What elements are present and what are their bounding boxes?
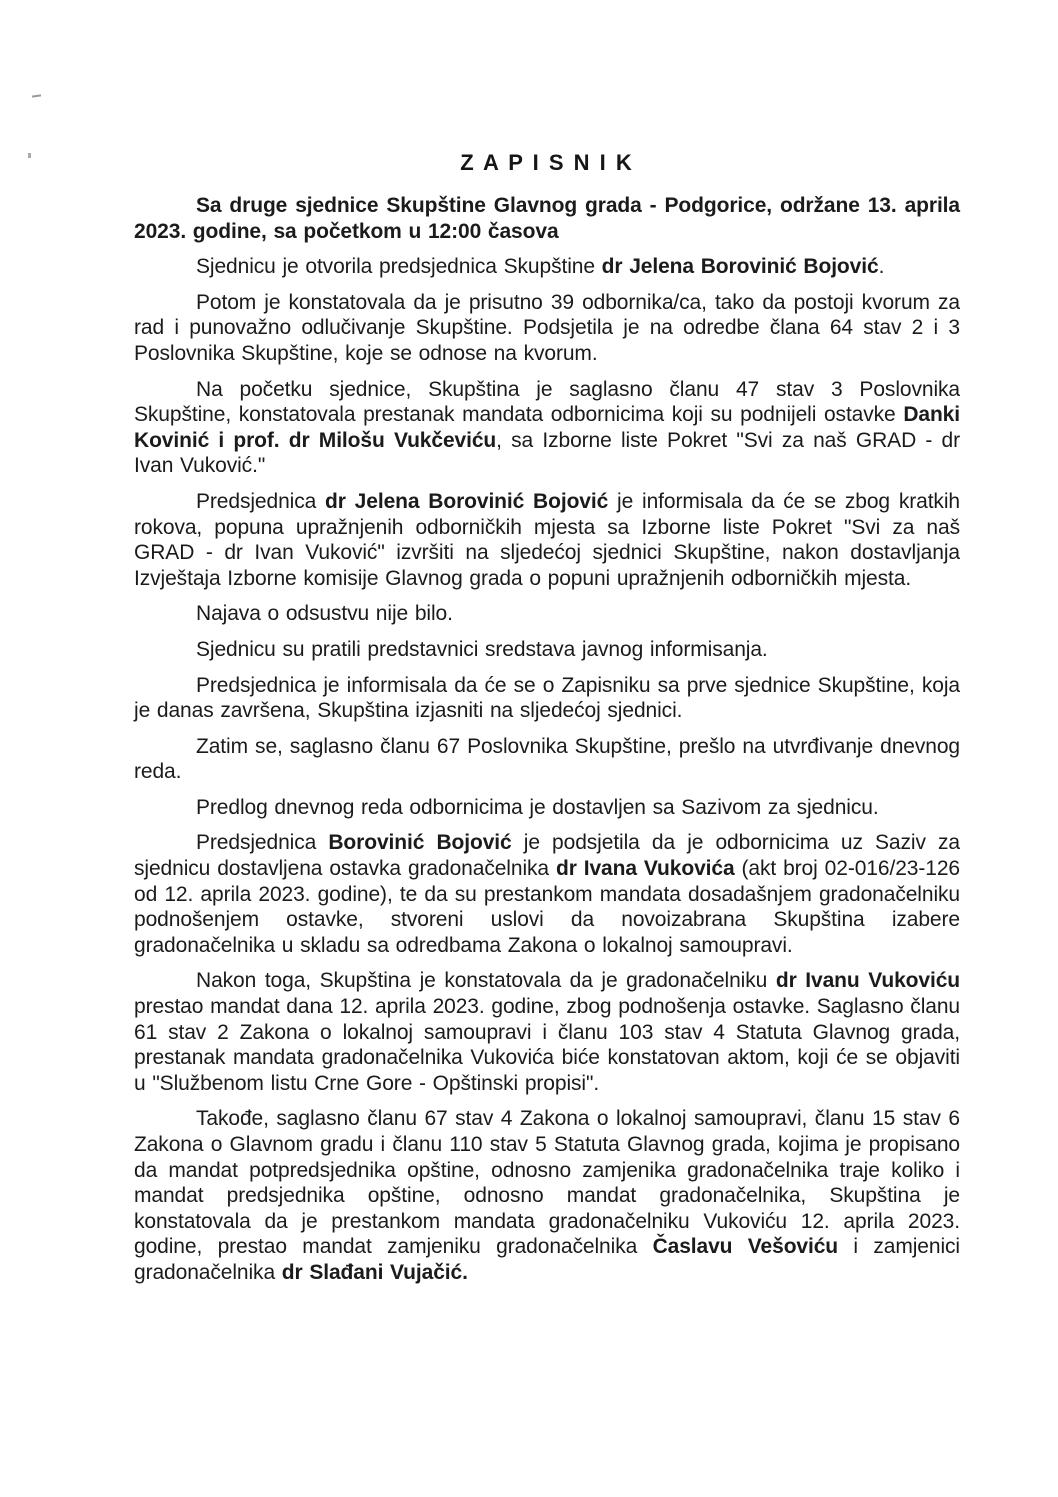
text-run: Sjednicu su pratili predstavnici sredstava javnog informisanja. (196, 637, 768, 661)
paragraph (134, 193, 960, 244)
paragraph (134, 830, 960, 958)
text-run: Zatim se, saglasno članu 67 Poslovnika Skupštine, prešlo na utvrđivanje dnevnog reda. (134, 734, 960, 784)
paragraph (134, 489, 960, 591)
bold-text-run: dr Ivanu Vukoviću (775, 969, 960, 993)
text-run: Takođe, saglasno članu 67 stav 4 Zakona o lokalnoj samoupravi, članu 15 stav 6 Zakona o Glavnom gradu i članu 110 stav 5 Statuta Glavnog grada, kojima je propisano da mandat potpredsjednika opštine, odnosno zamjenika gradonačelnika traje koliko i mandat predsjednika opštine, odnosno mandat gradonačelnika, Skupština je konstatovala da je prestankom mandata gradonačelniku Vukoviću 12. aprila 2023. godine, prestao mandat zamjeniku gradonačelnika (134, 1107, 960, 1259)
paragraph (134, 637, 960, 663)
bold-text-run: Sa druge sjednice Skupštine Glavnog grada - Podgorice, održane 13. aprila 2023. godine, sa početkom u 12:00 časova (134, 194, 960, 243)
paragraph (134, 290, 960, 367)
paragraph (134, 601, 960, 627)
bold-text-run: dr Slađani Vujačić. (281, 1260, 468, 1284)
text-run: Nakon toga, Skupština je konstatovala da je gradonačelniku (196, 969, 776, 993)
text-run: Predlog dnevnog reda odbornicima je dostavljen sa Sazivom za sjednicu. (196, 795, 879, 819)
paragraph (134, 734, 960, 785)
text-run: Na početku sjednice, Skupština je saglasno članu 47 stav 3 Poslovnika Skupštine, konstatovala prestanak mandata odbornicima koji su podnijeli ostavke (134, 377, 960, 427)
text-run: Predsjednica (196, 489, 326, 513)
text-run: Predsjednica (196, 831, 329, 855)
bold-text-run: Danki Kovinić i prof. dr Milošu Vukčeviću (134, 403, 960, 452)
bold-text-run: Časlavu Vešoviću (652, 1235, 839, 1259)
bold-text-run: Borovinić Bojović (328, 831, 512, 855)
paragraph (134, 795, 960, 821)
text-run: Potom je konstatovala da je prisutno 39 odbornika/ca, tako da postoji kvorum za rad i punovažno odlučivanje Skupštine. Podsjetila je na odredbe člana 64 stav 2 i 3 Poslovnika Skupštine, koje se odnose na kvorum. (134, 290, 960, 365)
paragraph (134, 673, 960, 724)
bold-text-run: dr Jelena Borovinić Bojović (325, 489, 609, 513)
document-body (134, 193, 960, 1296)
text-run: , sa Izborne liste Pokret "Svi za naš GRAD - dr Ivan Vuković." (134, 428, 960, 478)
bold-text-run: dr Jelena Borovinić Bojović (601, 255, 879, 279)
paragraph (134, 377, 960, 479)
text-run: Najava o odsustvu nije bilo. (196, 602, 453, 626)
text-run: prestao mandat dana 12. aprila 2023. godine, zbog podnošenja ostavke. Saglasno članu 61 stav 2 Zakona o lokalnoj samoupravi i članu 103 stav 4 Statuta Glavnog grada, prestanak mandata gradonačelnika Vukovića biće konstatovan aktom, koji će se objaviti u "Službenom listu Crne Gore - Opštinski propisi". (134, 995, 960, 1095)
paragraph (134, 968, 960, 1096)
paragraph (134, 254, 960, 280)
document-title: Z A P I S N I K (460, 150, 634, 175)
scan-artifact-dash (32, 94, 41, 97)
text-run: i zamjenici gradonačelnika (134, 1235, 960, 1284)
text-run: (akt broj 02-016/23-126 od 12. aprila 2023. godine), te da su prestankom mandata dosadašnjem gradonačelniku podnošenjem ostavke, stvoreni uslovi da novoizabrana Skupština izabere gradonačelnika u skladu sa odredbama Zakona o lokalnoj samoupravi. (134, 857, 960, 957)
bold-text-run: dr Ivana Vukovića (555, 857, 735, 881)
text-run: je informisala da će se zbog kratkih rokova, popuna upražnjenih odborničkih mjesta sa Izborne liste Pokret "Svi za naš GRAD - dr Ivan Vuković" izvršiti na sljedećoj sjednici Skupštine, nakon dostavljanja Izvještaja Izborne komisije Glavnog grada o popuni upražnjenih odborničkih mjesta. (134, 489, 960, 590)
text-run: Sjednicu je otvorila predsjednica Skupštine (196, 255, 602, 279)
scan-artifact-dot (28, 153, 31, 158)
text-run: Predsjednica je informisala da će se o Zapisniku sa prve sjednice Skupštine, koja je danas završena, Skupština izjasniti na sljedećoj sjednici. (134, 673, 960, 723)
text-run: . (878, 255, 885, 279)
text-run: je podsjetila da je odbornicima uz Saziv za sjednicu dostavljena ostavka gradonačelnika (134, 831, 961, 881)
paragraph (134, 1106, 960, 1285)
